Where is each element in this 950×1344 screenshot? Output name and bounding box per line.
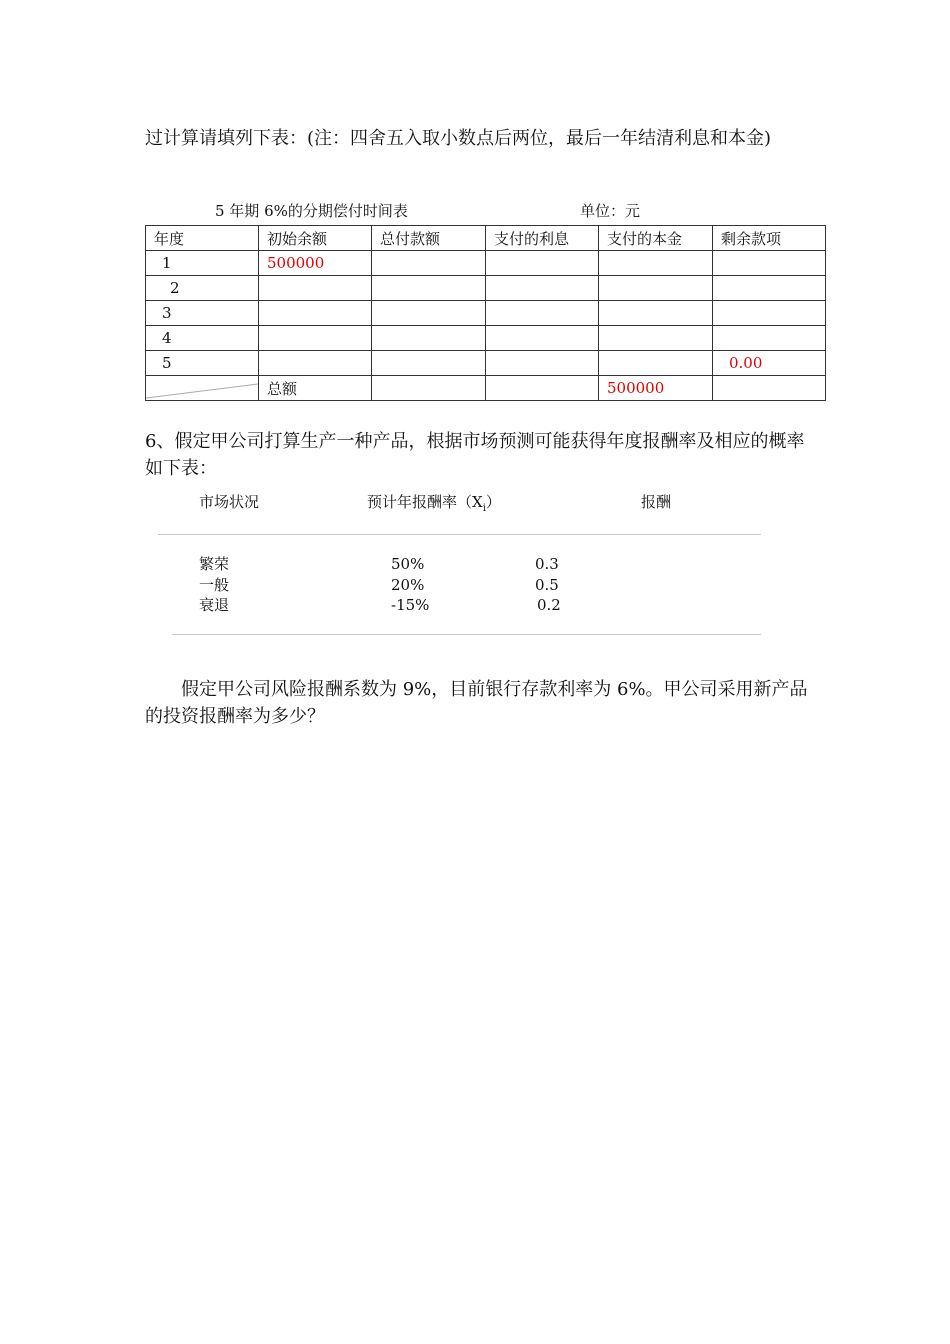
dist-state: 一般: [199, 576, 230, 594]
question-6: 6、假定甲公司打算生产一种产品，根据市场预测可能获得年度报酬率及相应的概率如下表：: [145, 431, 805, 479]
table-cell: [599, 351, 713, 376]
dist-state: 繁荣: [199, 555, 230, 573]
diagonal-line: [146, 376, 258, 400]
return-header-suffix: ）: [485, 493, 501, 511]
table-row: [146, 301, 826, 326]
table-cell: [713, 376, 826, 401]
table-cell: [713, 326, 826, 351]
dist-return: 50%: [391, 555, 425, 573]
divider-bottom: [172, 634, 761, 635]
table-cell: [372, 276, 486, 301]
total-label-cell: 总额: [259, 376, 372, 401]
table-header-row: [146, 226, 826, 251]
schedule-title: 5 年期 6%的分期偿付时间表: [215, 202, 408, 220]
table-cell: [372, 351, 486, 376]
header-cell: 年度: [146, 226, 259, 251]
table-cell: [713, 251, 826, 276]
table-cell: [259, 326, 372, 351]
table-row: [146, 326, 826, 351]
dist-header-market: 市场状况: [199, 493, 260, 511]
dist-prob: 0.3: [535, 555, 559, 573]
table-cell: [486, 301, 599, 326]
dist-return: 20%: [391, 576, 425, 594]
diagonal-cell: [146, 376, 259, 401]
table-cell: [259, 276, 372, 301]
dist-prob: 0.5: [535, 576, 559, 594]
table-cell: [713, 276, 826, 301]
remaining-balance-cell: 0.00: [713, 351, 826, 376]
table-row: [146, 251, 826, 276]
table-cell: [259, 301, 372, 326]
dist-state: 衰退: [199, 596, 230, 614]
table-row: [146, 351, 826, 376]
table-total-row: [146, 376, 826, 401]
table-cell: [486, 376, 599, 401]
year-cell: 4: [146, 326, 259, 351]
header-cell: 初始余额: [259, 226, 372, 251]
table-cell: [486, 351, 599, 376]
question-6-body: 假定甲公司风险报酬系数为 9%，目前银行存款利率为 6%。甲公司采用新产品的投资报酬率为多少？: [145, 679, 808, 727]
return-header-subscript: i: [482, 503, 486, 514]
table-cell: [599, 301, 713, 326]
table-cell: [599, 251, 713, 276]
total-principal-cell: 500000: [599, 376, 713, 401]
schedule-unit: 单位：元: [580, 202, 641, 220]
table-cell: [486, 326, 599, 351]
table-cell: [486, 276, 599, 301]
return-header-prefix: 预计年报酬率（X: [367, 493, 483, 511]
header-cell: 支付的本金: [599, 226, 713, 251]
intro-paragraph: 过计算请填列下表：(注：四舍五入取小数点后两位，最后一年结清利息和本金): [145, 128, 772, 149]
table-cell: 500000: [259, 251, 372, 276]
dist-prob: 0.2: [537, 596, 561, 614]
dist-header-return: [367, 492, 501, 519]
header-cell: 剩余款项: [713, 226, 826, 251]
amortization-table: [145, 225, 826, 401]
table-cell: [713, 301, 826, 326]
table-cell: [259, 351, 372, 376]
year-cell: 3: [146, 301, 259, 326]
table-row: [146, 276, 826, 301]
table-cell: [599, 326, 713, 351]
table-cell: [599, 276, 713, 301]
header-cell: 总付款额: [372, 226, 486, 251]
table-cell: [372, 251, 486, 276]
dist-return: -15%: [391, 596, 430, 614]
table-cell: [486, 251, 599, 276]
year-cell: 5: [146, 351, 259, 376]
table-cell: [372, 301, 486, 326]
year-cell: 1: [146, 251, 259, 276]
year-cell: 2: [146, 276, 259, 301]
table-cell: [372, 326, 486, 351]
header-cell: 支付的利息: [486, 226, 599, 251]
divider-top: [158, 534, 761, 535]
dist-header-prob: 报酬: [641, 493, 672, 511]
table-cell: [372, 376, 486, 401]
